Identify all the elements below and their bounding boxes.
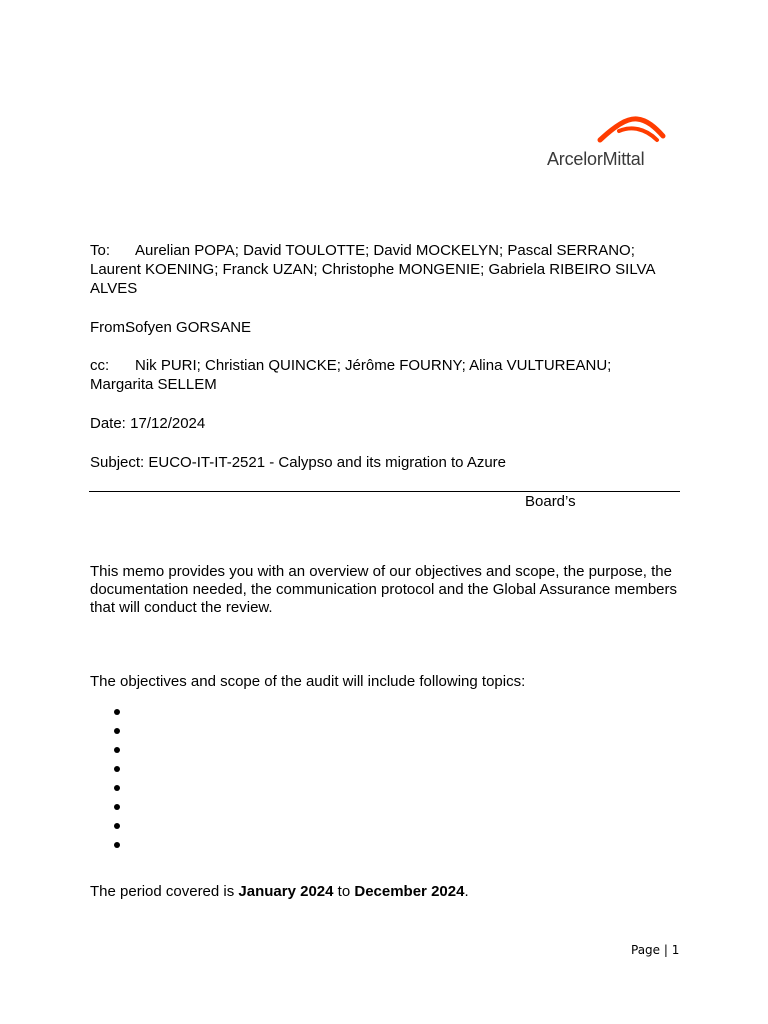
to-recipients-3: ALVES xyxy=(90,280,138,297)
to-recipients-1: Aurelian POPA; David TOULOTTE; David MOCKELYN; Pascal SERRANO; xyxy=(135,242,635,259)
arcelormittal-logo xyxy=(545,116,670,176)
subject-value: EUCO-IT-IT-2521 - Calypso and its migration to Azure xyxy=(148,454,507,471)
boards-label: Board’s xyxy=(525,493,576,510)
cc-block xyxy=(90,356,680,394)
period-suffix: . xyxy=(464,883,469,900)
header-divider xyxy=(89,491,680,492)
from-value: Sofyen GORSANE xyxy=(125,319,252,336)
objectives-intro: The objectives and scope of the audit will include following topics: xyxy=(90,673,526,690)
to-block xyxy=(90,241,680,298)
intro-line-2: documentation needed, the communication protocol and the Global Assurance members xyxy=(90,581,678,598)
date-block xyxy=(90,414,680,433)
intro-line-1: This memo provides you with an overview of our objectives and scope, the purpose, the xyxy=(90,563,672,580)
cc-recipients-2: Margarita SELLEM xyxy=(90,376,217,393)
to-line-1 xyxy=(90,241,680,260)
period-end: December 2024 xyxy=(354,883,465,900)
bullet-icon xyxy=(114,766,120,772)
period-sentence xyxy=(90,882,680,901)
bullet-icon xyxy=(114,747,120,753)
period-middle: to xyxy=(337,883,351,900)
bullet-icon xyxy=(114,842,120,848)
bullet-icon xyxy=(114,804,120,810)
cc-recipients-1: Nik PURI; Christian QUINCKE; Jérôme FOURNY; Alina VULTUREANU; xyxy=(135,357,612,374)
from-label: From: xyxy=(90,319,130,336)
subject-block xyxy=(90,453,680,472)
intro-line-3: that will conduct the review. xyxy=(90,599,273,616)
to-recipients-2: Laurent KOENING; Franck UZAN; Christophe MONGENIE; Gabriela RIBEIRO SILVA xyxy=(90,261,656,278)
page-number: Page | 1 xyxy=(631,943,680,957)
bullet-icon xyxy=(114,728,120,734)
bullet-icon xyxy=(114,823,120,829)
subject-label: Subject: xyxy=(90,454,145,471)
intro-paragraph xyxy=(90,563,680,617)
from-block xyxy=(90,318,680,337)
cc-line-1 xyxy=(90,356,680,375)
date-label: Date: xyxy=(90,415,126,432)
to-label: To: xyxy=(90,242,111,259)
logo-arc-icon xyxy=(597,116,667,146)
period-start: January 2024 xyxy=(238,883,334,900)
bullet-icon xyxy=(114,709,120,715)
period-prefix: The period covered is xyxy=(90,883,235,900)
date-value: 17/12/2024 xyxy=(130,415,206,432)
cc-label: cc: xyxy=(90,357,110,374)
logo-wordmark: ArcelorMittal xyxy=(547,149,645,169)
bullet-icon xyxy=(114,785,120,791)
